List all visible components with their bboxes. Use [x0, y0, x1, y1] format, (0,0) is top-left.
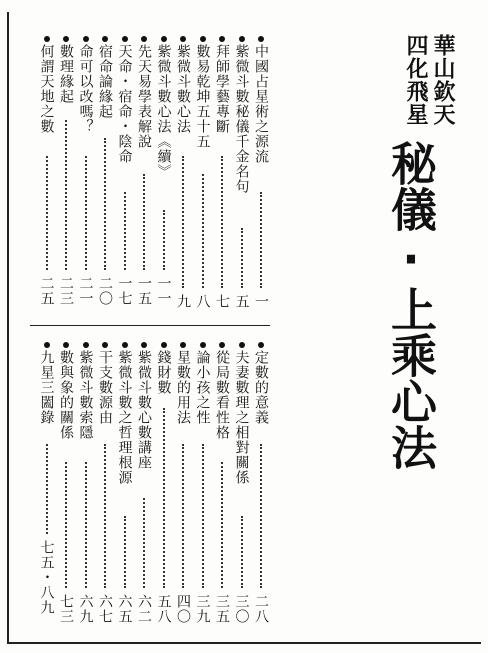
toc-page-number: 三五 — [214, 594, 230, 624]
dot-leader — [241, 516, 243, 588]
toc-entry-title: 紫微斗數索隱 — [77, 350, 94, 440]
toc-entry-title: 紫微斗數秘儀千金名句 — [233, 44, 250, 194]
toc-entry[interactable] — [57, 36, 75, 312]
toc-entry[interactable] — [194, 36, 212, 312]
bullet-icon — [122, 342, 128, 348]
bullet-icon — [63, 36, 69, 42]
toc-entry[interactable] — [174, 342, 192, 630]
toc-entry-title: 九星三闔錄 — [38, 350, 55, 425]
toc-page-number: 五八 — [155, 594, 172, 624]
toc-page-number: 二〇 — [97, 276, 113, 306]
dot-leader — [202, 174, 204, 288]
bullet-icon — [219, 342, 225, 348]
dot-leader — [221, 156, 223, 288]
toc-entry[interactable] — [213, 36, 231, 312]
toc-entry[interactable] — [77, 342, 95, 630]
toc-page-number: 一七 — [116, 276, 133, 306]
dot-leader — [182, 156, 184, 288]
bullet-icon — [219, 36, 225, 42]
toc-entry-title: 數與象的關係 — [58, 350, 74, 440]
toc-entry[interactable] — [155, 36, 173, 312]
bullet-icon — [83, 36, 89, 42]
dot-leader — [65, 462, 67, 588]
toc-page-number: 六七 — [97, 594, 113, 624]
toc-entry-title: 論小孩之性 — [194, 350, 211, 425]
dot-leader — [143, 498, 145, 588]
dot-leader — [124, 516, 126, 588]
toc-entry-title: 夫妻數理之相對關係 — [233, 350, 250, 485]
bullet-icon — [102, 342, 108, 348]
dot-leader — [85, 156, 87, 270]
toc-entry[interactable] — [96, 36, 114, 312]
dot-leader — [260, 192, 262, 288]
title-line-1: 華山欽天 — [430, 34, 455, 126]
toc-entry[interactable] — [38, 36, 56, 312]
dot-leader — [241, 228, 243, 288]
toc-entry[interactable] — [252, 36, 270, 312]
title-line-2: 四化飛星 — [403, 34, 428, 126]
left-frame-line — [7, 12, 9, 644]
toc-page-number: 三九 — [194, 594, 211, 624]
toc-page-number: 二五 — [38, 276, 55, 306]
dot-leader — [104, 444, 106, 588]
toc-page-number: 六九 — [77, 594, 94, 624]
toc-entry[interactable] — [57, 342, 75, 630]
toc-page-number: 二三 — [58, 276, 74, 306]
toc-page-number: 六五 — [116, 594, 133, 624]
toc-page-number: 七 — [214, 294, 230, 309]
dot-leader — [163, 210, 165, 270]
bullet-icon — [161, 342, 167, 348]
toc-page-number: 一一 — [155, 276, 172, 306]
toc-entry-title: 拜師學藝專斷 — [214, 44, 230, 134]
toc-entry-title: 先天易學表解說 — [136, 44, 152, 149]
toc-page-number: 一 — [253, 294, 269, 309]
bullet-icon — [161, 36, 167, 42]
toc-entry-title: 何謂天地之數 — [38, 44, 55, 134]
toc-entry-title: 從局數看性格 — [214, 350, 230, 440]
dot-leader — [202, 444, 204, 588]
toc-page-number: 一五 — [136, 276, 152, 306]
toc-entry-title: 錢財數 — [155, 350, 172, 395]
toc-entry-title: 紫微斗數之哲理根源 — [116, 350, 133, 485]
toc-entry[interactable] — [213, 342, 231, 630]
toc-entry[interactable] — [116, 36, 134, 312]
bullet-icon — [200, 36, 206, 42]
toc-entry[interactable] — [116, 342, 134, 630]
bullet-icon — [180, 36, 186, 42]
toc-entry[interactable] — [77, 36, 95, 312]
toc-entry-title: 宿命論緣起 — [97, 44, 113, 119]
toc-page-number: 七五・八九 — [38, 540, 55, 615]
toc-entry-title: 定數的意義 — [253, 350, 269, 425]
dot-leader — [46, 156, 48, 270]
toc-page-number: 六二 — [136, 594, 152, 624]
toc-entry[interactable] — [135, 36, 153, 312]
toc-entry-title: 命可以改嗎？ — [77, 44, 94, 134]
bullet-icon — [180, 342, 186, 348]
toc-entry-title: 紫微斗數心數講座 — [136, 350, 152, 470]
toc-page-number: 三〇 — [233, 594, 250, 624]
toc-page-number: 四〇 — [175, 594, 191, 624]
bullet-icon — [102, 36, 108, 42]
toc-page-number: 五 — [233, 294, 250, 309]
bottom-frame-line — [7, 642, 481, 644]
toc-entry[interactable] — [135, 342, 153, 630]
toc-entry-title: 中國占星術之源流 — [253, 44, 269, 164]
toc-entry[interactable] — [96, 342, 114, 630]
toc-entry-title: 干支數源由 — [97, 350, 113, 425]
toc-entry-title: 數理緣起 — [58, 44, 74, 104]
bullet-icon — [44, 342, 50, 348]
toc-page-number: 九 — [175, 294, 191, 309]
toc-page-number: 八 — [194, 294, 211, 309]
dot-leader — [85, 462, 87, 588]
toc-entry[interactable] — [252, 342, 270, 630]
dot-leader — [260, 444, 262, 588]
dot-leader — [182, 444, 184, 588]
dot-leader — [163, 408, 165, 588]
toc-entry[interactable] — [233, 36, 251, 312]
toc-page-number: 二八 — [253, 594, 269, 624]
bullet-icon — [239, 36, 245, 42]
dot-leader — [65, 120, 67, 270]
bullet-icon — [44, 36, 50, 42]
bullet-icon — [239, 342, 245, 348]
bullet-icon — [122, 36, 128, 42]
toc-entry[interactable] — [38, 342, 56, 630]
bullet-icon — [83, 342, 89, 348]
toc-entry-title: 紫微斗數心法 — [175, 44, 191, 134]
toc-page-number: 七三 — [58, 594, 74, 624]
toc-entry[interactable] — [233, 342, 251, 630]
dot-leader — [104, 138, 106, 270]
dot-leader — [221, 462, 223, 588]
bullet-icon — [258, 342, 264, 348]
dot-leader — [46, 444, 48, 534]
section-divider — [30, 325, 270, 326]
dot-leader — [143, 174, 145, 270]
toc-page-number: 二一 — [77, 276, 94, 306]
toc-entry-title: 紫微斗數心法《續》 — [155, 44, 172, 179]
bullet-icon — [141, 36, 147, 42]
toc-entry[interactable] — [174, 36, 192, 312]
dot-leader — [124, 192, 126, 270]
bullet-icon — [200, 342, 206, 348]
bullet-icon — [141, 342, 147, 348]
toc-entry-title: 數易乾坤五十五 — [194, 44, 211, 149]
toc-entry-title: 天命・宿命・陰命 — [116, 44, 133, 164]
bullet-icon — [258, 36, 264, 42]
bullet-icon — [63, 342, 69, 348]
toc-entry-title: 星數的用法 — [175, 350, 191, 425]
toc-entry[interactable] — [155, 342, 173, 630]
toc-entry[interactable] — [194, 342, 212, 630]
book-title: 秘儀·上乘心法 — [384, 140, 438, 470]
